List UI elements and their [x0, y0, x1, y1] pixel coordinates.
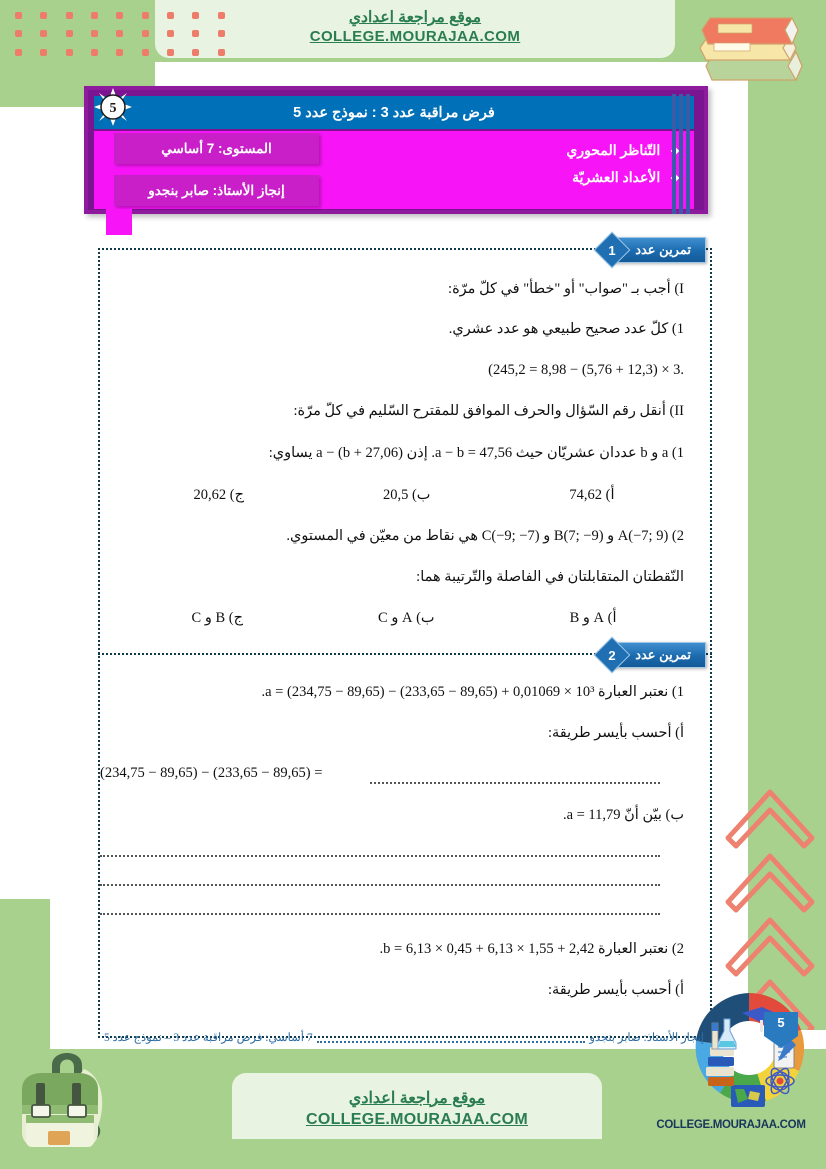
title-banner-inner [88, 90, 704, 210]
teacher-chip: إنجاز الأستاذ: صابر بنجدو [114, 175, 319, 206]
answer-line[interactable] [100, 884, 660, 886]
banner-stripes-decoration [670, 94, 696, 214]
page-footer-doc-ref: 7 أساسي: فرض مراقبة عدد 3 – نموذج عدد 5 [104, 1032, 313, 1044]
answer-line[interactable] [100, 913, 660, 915]
topic-item-1 [350, 137, 680, 164]
answer-line[interactable] [100, 855, 660, 857]
exercise2-q1a-expression: (234,75 − 89,65) − (233,65 − 89,65) = [100, 765, 323, 781]
exercise2-question-2: 2) نعتبر العبارة b = 6,13 × 0,45 + 6,13 × 1,55 + 2,42. [379, 941, 684, 957]
exercise1-question-4-sub: النّقطتان المتقابلتان في الفاصلة والتّرتيبة هما: [416, 569, 684, 585]
title-subject-area [94, 131, 694, 209]
backpack-icon [8, 1039, 128, 1157]
background-left-bottom-band [0, 899, 50, 1049]
document-title-banner [84, 86, 708, 214]
education-circle-logo [690, 989, 808, 1107]
page-title: فرض مراقبة عدد 3 : نموذج عدد 5 [94, 96, 694, 129]
option-a[interactable]: أ) 74,62 [569, 487, 615, 503]
exercise1-q2-expression: 45,2 = 8,98 − (5,76 + 12,3) × 3. [500, 362, 684, 378]
exercise1-question-1: 1) كلّ عدد صحيح طبيعي هو عدد عشري. [448, 321, 684, 337]
site-header-url[interactable]: COLLEGE.MOURAJAA.COM [309, 28, 521, 46]
exercise1-question-2 [488, 362, 684, 379]
exercise-2-badge [586, 642, 706, 668]
option-c[interactable]: ج) 20,62 [193, 487, 244, 503]
chip-tail-decoration [106, 209, 132, 235]
books-stack-icon [684, 0, 824, 86]
site-header-arabic: موقع مراجعة اعدادي [348, 9, 482, 26]
topic-list [350, 137, 680, 192]
topic-label-2: الأعداد العشريّة [572, 169, 661, 186]
option-c[interactable]: ج) B و C [191, 610, 243, 626]
site-footer-arabic: موقع مراجعة اعدادي [348, 1089, 486, 1107]
page-number: 5 [777, 1015, 785, 1030]
option-a[interactable]: أ) A و B [569, 610, 617, 626]
topic-label-1: التّناظر المحوري [566, 142, 661, 158]
exercise2-q1-part-a: أ) أحسب بأيسر طريقة: [547, 725, 684, 741]
exercise2-q2-part-a: أ) أحسب بأيسر طريقة: [547, 982, 684, 998]
sun-badge-icon [94, 88, 132, 126]
footer-dot-leader [317, 1032, 586, 1043]
page-footer-strip [104, 1030, 704, 1044]
level-chip: المستوى: 7 أساسي [114, 133, 319, 164]
site-footer-url[interactable]: COLLEGE.MOURAJAA.COM [306, 1111, 528, 1129]
exercise1-question-4: 2) (9 ;7−)A و (9− ;7)B و (7− ;9−)C هي نقاط من معيّن في المستوي. [286, 528, 684, 544]
answer-line[interactable] [370, 782, 660, 784]
exercise1-q2-number: 2) [488, 362, 501, 378]
site-header [155, 8, 675, 47]
exercise-2-number: 2 [608, 647, 616, 663]
exercise2-question-1: 1) نعتبر العبارة a = (234,75 − 89,65) − (233,65 − 89,65) + 0,01069 × 10³. [261, 684, 684, 700]
logo-caption: COLLEGE.MOURAJAA.COM [656, 1119, 806, 1131]
exercise1-q4-options [124, 610, 684, 627]
exercise1-part-I: I) أجب بـ "صواب" أو "خطأ" في كلّ مرّة: [448, 281, 684, 297]
exercise2-q1-part-b: ب) بيّن أنّ a = 11,79. [562, 807, 684, 823]
svg-text:5: 5 [109, 101, 117, 116]
exercise1-question-3: 1) a و b عددان عشريّان حيث a − b = 47,56. إذن (b + 27,06) − a يساوي: [268, 445, 684, 461]
exercise1-q3-options [124, 487, 684, 504]
site-footer [232, 1089, 602, 1131]
exercise-1-badge [586, 237, 706, 263]
option-b[interactable]: ب) A و C [378, 610, 435, 626]
page-number-badge [764, 1012, 798, 1048]
exercise1-part-II: II) أنقل رقم السّؤال والحرف الموافق للمقترح السّليم في كلّ مرّة: [293, 403, 684, 419]
exercise-1-label: تمرين عدد [612, 237, 706, 263]
page-footer-teacher: إنجاز الأستاذ: صابر بنجدو [589, 1032, 704, 1044]
exercise-2-label: تمرين عدد [612, 642, 706, 668]
exercise-1-number: 1 [608, 242, 616, 258]
topic-item-2 [350, 164, 680, 191]
option-b[interactable]: ب) 20,5 [382, 487, 431, 503]
